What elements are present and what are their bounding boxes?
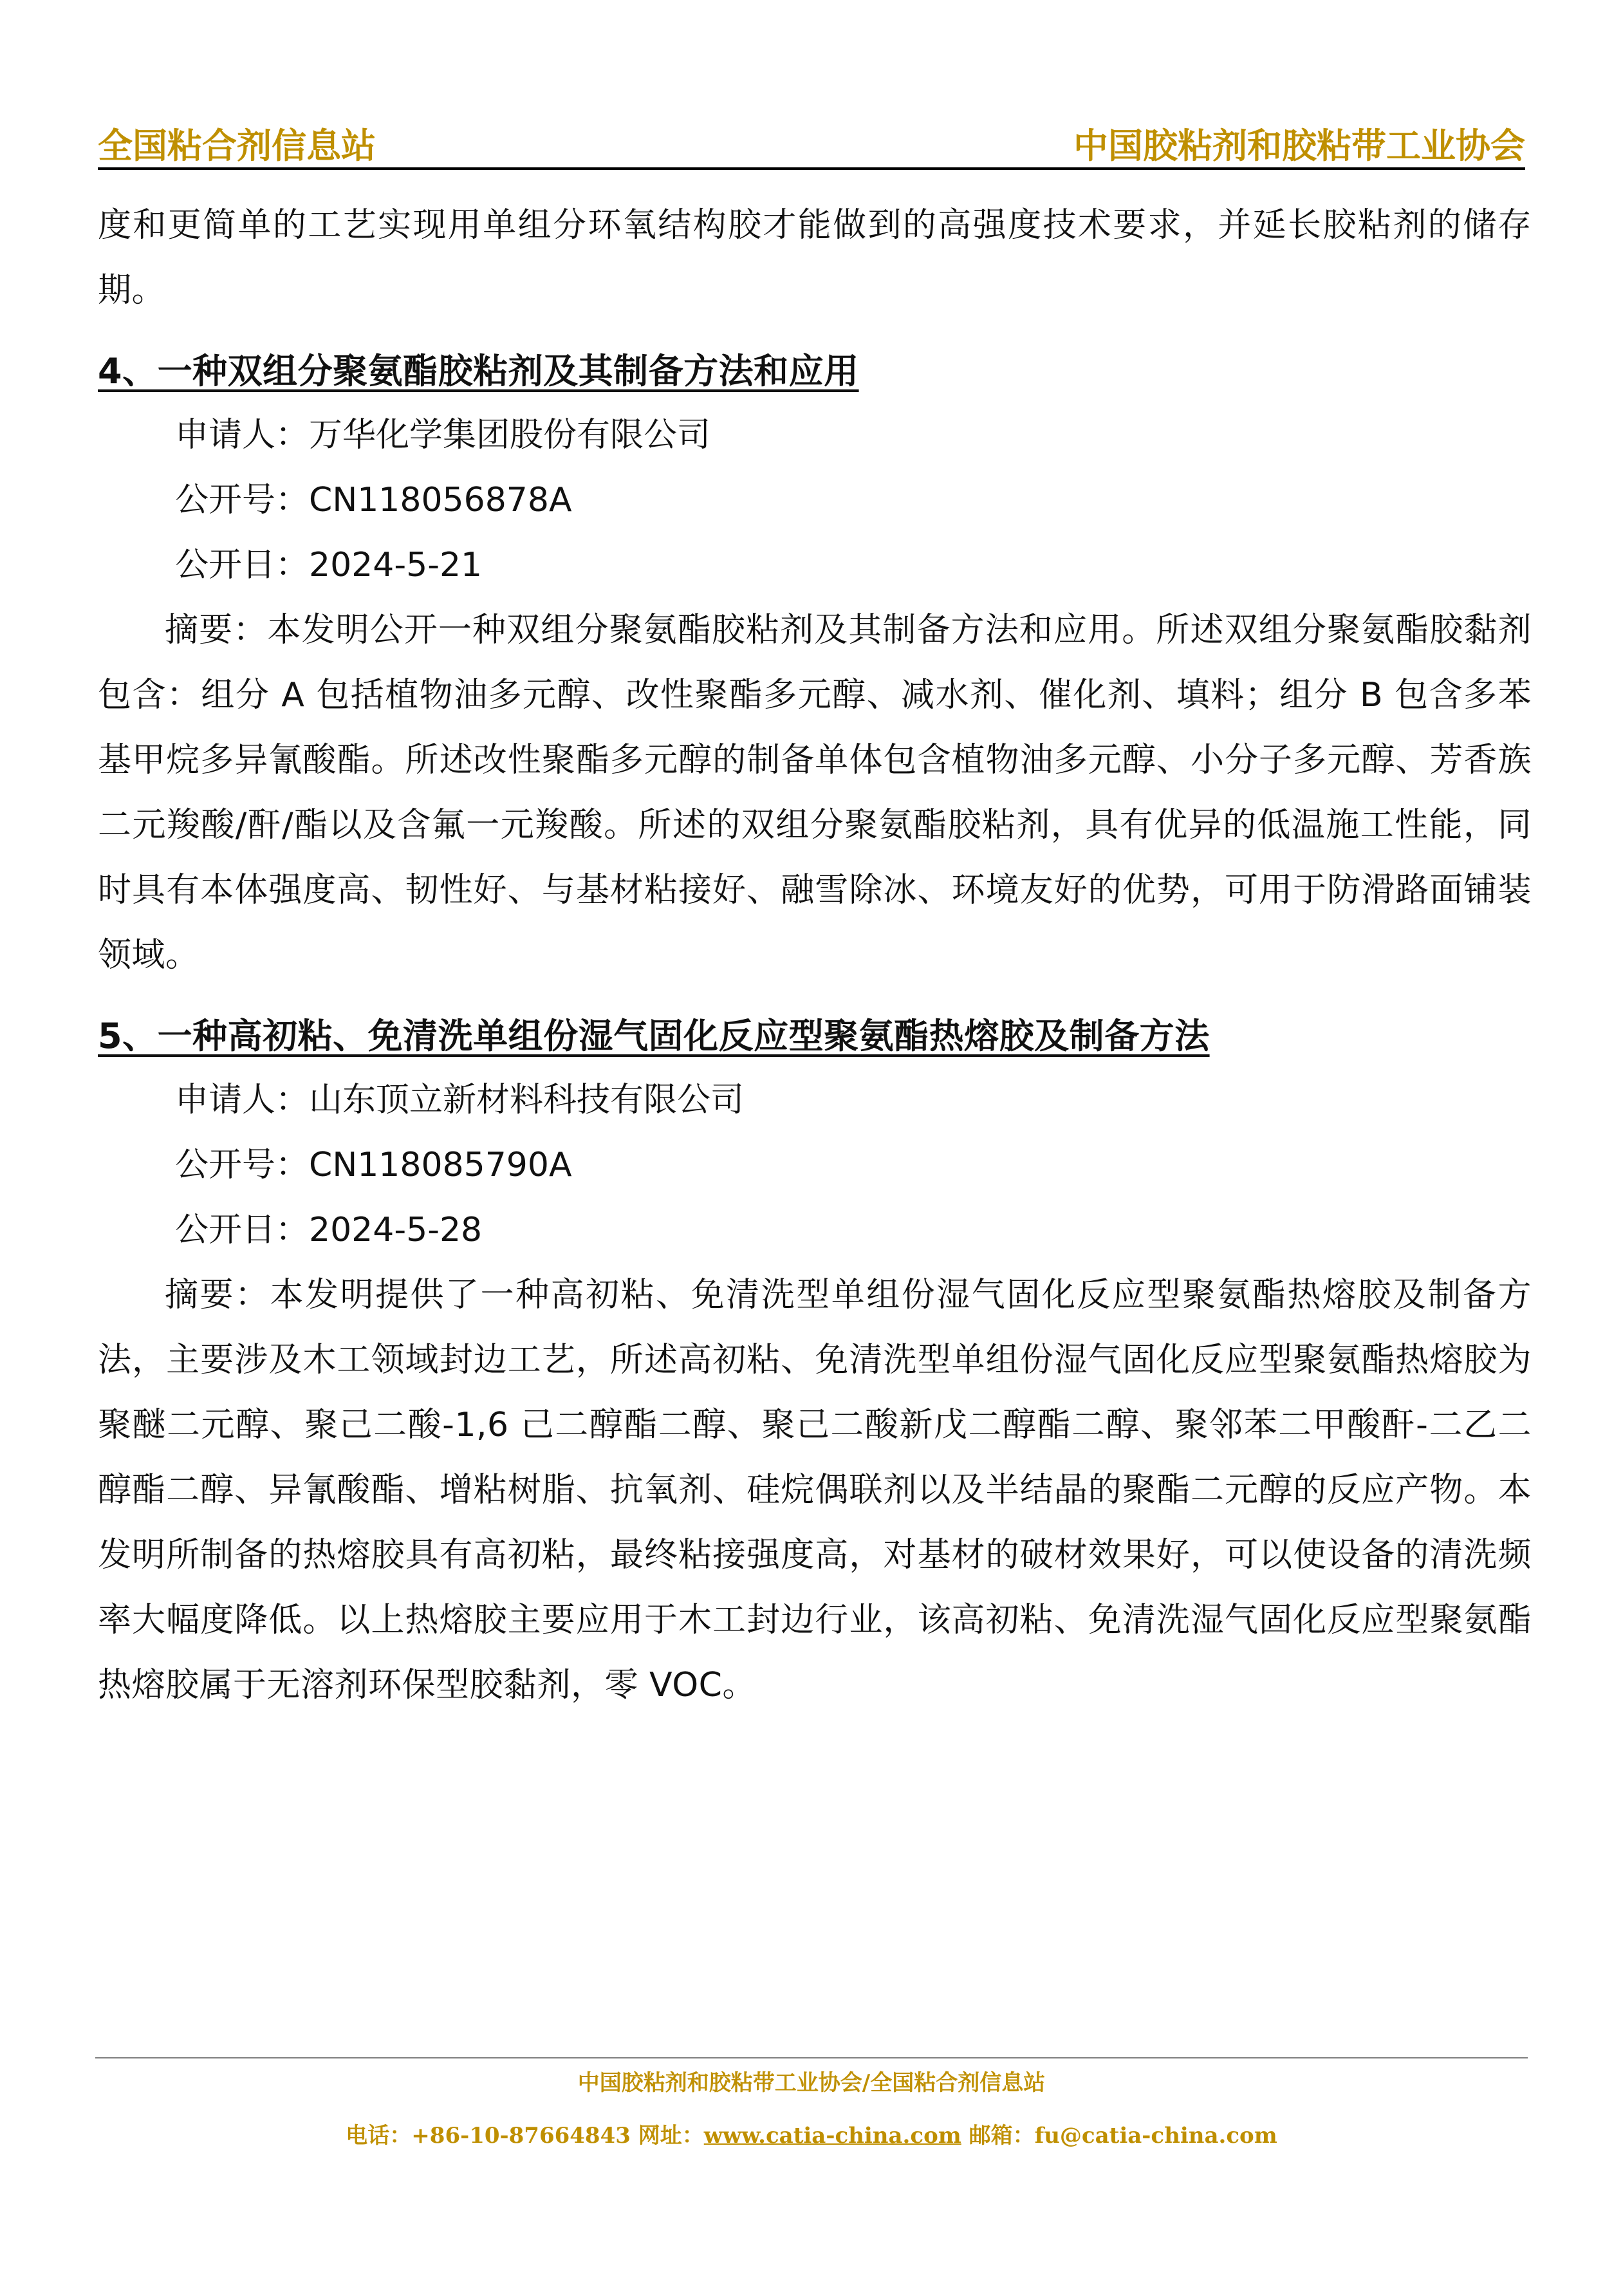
patent-title: 5、一种高初粘、免清洗单组份湿气固化反应型聚氨酯热熔胶及制备方法 (98, 1016, 1210, 1056)
footer-phone: 电话：+86-10-87664843 网址： (346, 2123, 704, 2149)
publication-date-line (98, 1198, 1532, 1263)
page-header (98, 116, 1525, 170)
footer-contact (0, 2118, 1623, 2149)
publication-number-label: 公开号： (175, 481, 310, 519)
patent-title: 4、一种双组分聚氨酯胶粘剂及其制备方法和应用 (98, 351, 859, 391)
patent-entry-4 (98, 340, 1532, 988)
applicant-label: 申请人： (175, 416, 310, 454)
abstract-paragraph (98, 598, 1532, 988)
publication-number-line (98, 1133, 1532, 1198)
publication-number-value: CN118056878A (309, 481, 572, 519)
abstract-label: 摘要： (165, 611, 268, 649)
patent-entry-5 (98, 1005, 1532, 1718)
publication-date-label: 公开日： (175, 546, 310, 584)
applicant-value: 万华化学集团股份有限公司 (309, 416, 711, 454)
publication-date-value: 2024-5-21 (309, 546, 483, 584)
abstract-text: 本发明公开一种双组分聚氨酯胶粘剂及其制备方法和应用。所述双组分聚氨酯胶黏剂包含：组分 A 包括植物油多元醇、改性聚酯多元醇、减水剂、催化剂、填料；组分 B 包含多苯基甲烷多异氰酸酯。所述改性聚酯多元醇的制备单体包含植物油多元醇、小分子多元醇、芳香族二元羧酸/酐/酯以及含氟一元羧酸。所述的双组分聚氨酯胶粘剂，具有优异的低温施工性能，同时具有本体强度高、韧性好、与基材粘接好、融雪除冰、环境友好的优势，可用于防滑路面铺装领域。 (98, 611, 1532, 975)
footer-organization: 中国胶粘剂和胶粘带工业协会/全国粘合剂信息站 (577, 2070, 1046, 2096)
intro-paragraph: 度和更简单的工艺实现用单组分环氧结构胶才能做到的高强度技术要求，并延长胶粘剂的储存期。 (98, 206, 1532, 310)
footer-divider (95, 2057, 1528, 2058)
publication-number-value: CN118085790A (309, 1146, 572, 1184)
abstract-text: 本发明提供了一种高初粘、免清洗型单组份湿气固化反应型聚氨酯热熔胶及制备方法，主要涉及木工领域封边工艺，所述高初粘、免清洗型单组份湿气固化反应型聚氨酯热熔胶为聚醚二元醇、聚己二酸-1,6 己二醇酯二醇、聚己二酸新戊二醇酯二醇、聚邻苯二甲酸酐-二乙二醇酯二醇、异氰酸酯、增粘树脂、抗氧剂、硅烷偶联剂以及半结晶的聚酯二元醇的反应产物。本发明所制备的热熔胶具有高初粘，最终粘接强度高，对基材的破材效果好，可以使设备的清洗频率大幅度降低。以上热熔胶主要应用于木工封边行业，该高初粘、免清洗湿气固化反应型聚氨酯热熔胶属于无溶剂环保型胶黏剂，零 VOC。 (98, 1276, 1532, 1704)
abstract-paragraph (98, 1263, 1532, 1718)
abstract-label: 摘要： (165, 1276, 270, 1314)
publication-number-line (98, 468, 1532, 533)
header-site-name: 全国粘合剂信息站 (98, 125, 376, 166)
publication-date-value: 2024-5-28 (309, 1211, 483, 1249)
footer-website-link[interactable]: www.catia-china.com (703, 2123, 961, 2149)
footer-email: 邮箱：fu@catia-china.com (961, 2123, 1277, 2149)
header-association-name: 中国胶粘剂和胶粘带工业协会 (1073, 125, 1525, 166)
document-body (98, 193, 1532, 1718)
publication-date-line (98, 533, 1532, 598)
applicant-line (98, 1068, 1532, 1133)
publication-date-label: 公开日： (175, 1211, 310, 1249)
applicant-label: 申请人： (175, 1081, 310, 1119)
applicant-value: 山东顶立新材料科技有限公司 (309, 1081, 745, 1119)
publication-number-label: 公开号： (175, 1146, 310, 1184)
applicant-line (98, 403, 1532, 468)
